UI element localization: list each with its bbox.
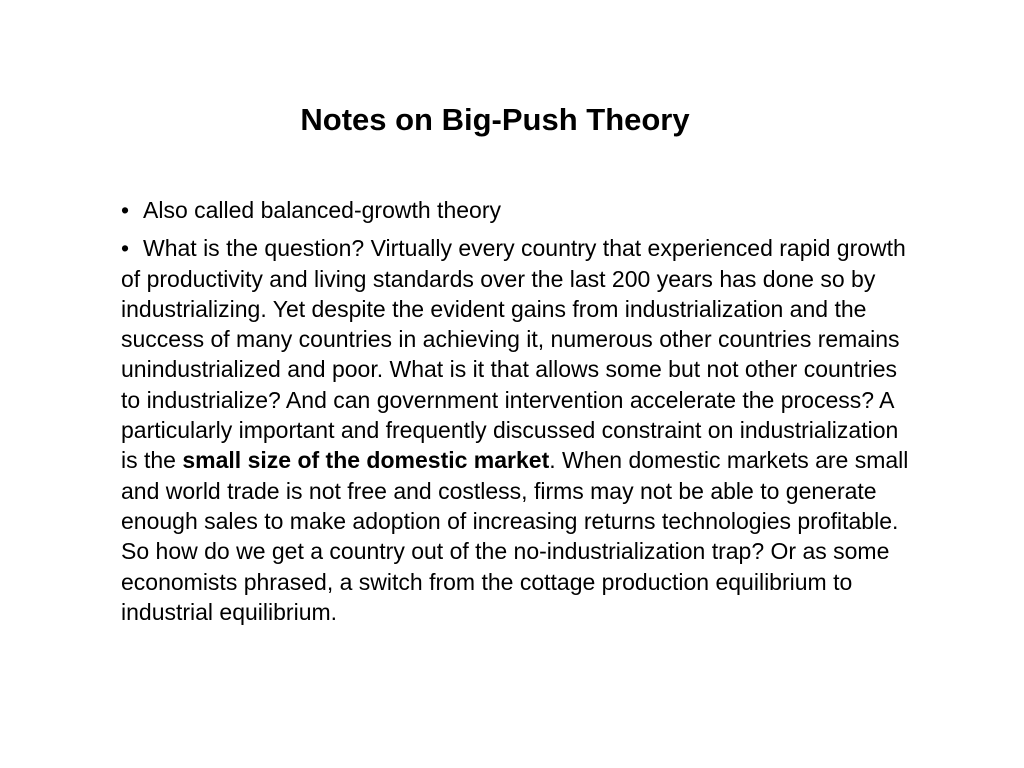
bullet-item-1 — [121, 195, 921, 225]
slide-title: Notes on Big-Push Theory — [300, 102, 690, 137]
bullet-marker: • — [121, 197, 130, 223]
bullet-text-before-bold: What is the question? Virtually every country that experienced rapid growth of productivity and living standards over the last 200 years has done so by industrializing. Yet despite the evident gains from industrialization and the success of many countries in achieving it, numerous other countries remains unindustrialized and poor. What is it that allows some but not other countries to industrialize? And can government intervention accelerate the process? A particularly important and frequently discussed constraint on industrialization is the — [121, 235, 906, 474]
bullet-text-after-bold: . When domestic markets are small and world trade is not free and costless, firms may not be able to generate enough sales to make adoption of increasing returns technologies profitable. So how do we get a country out of the no-industrialization trap? Or as some economists phrased, a switch from the cottage production equilibrium to industrial equilibrium. — [121, 447, 909, 625]
bullet-bold-phrase: small size of the domestic market — [182, 447, 550, 474]
bullet-text: Also called balanced-growth theory — [143, 197, 501, 223]
bullet-marker: • — [121, 235, 130, 262]
bullet-item-2 — [121, 233, 921, 627]
slide-content — [121, 195, 921, 635]
